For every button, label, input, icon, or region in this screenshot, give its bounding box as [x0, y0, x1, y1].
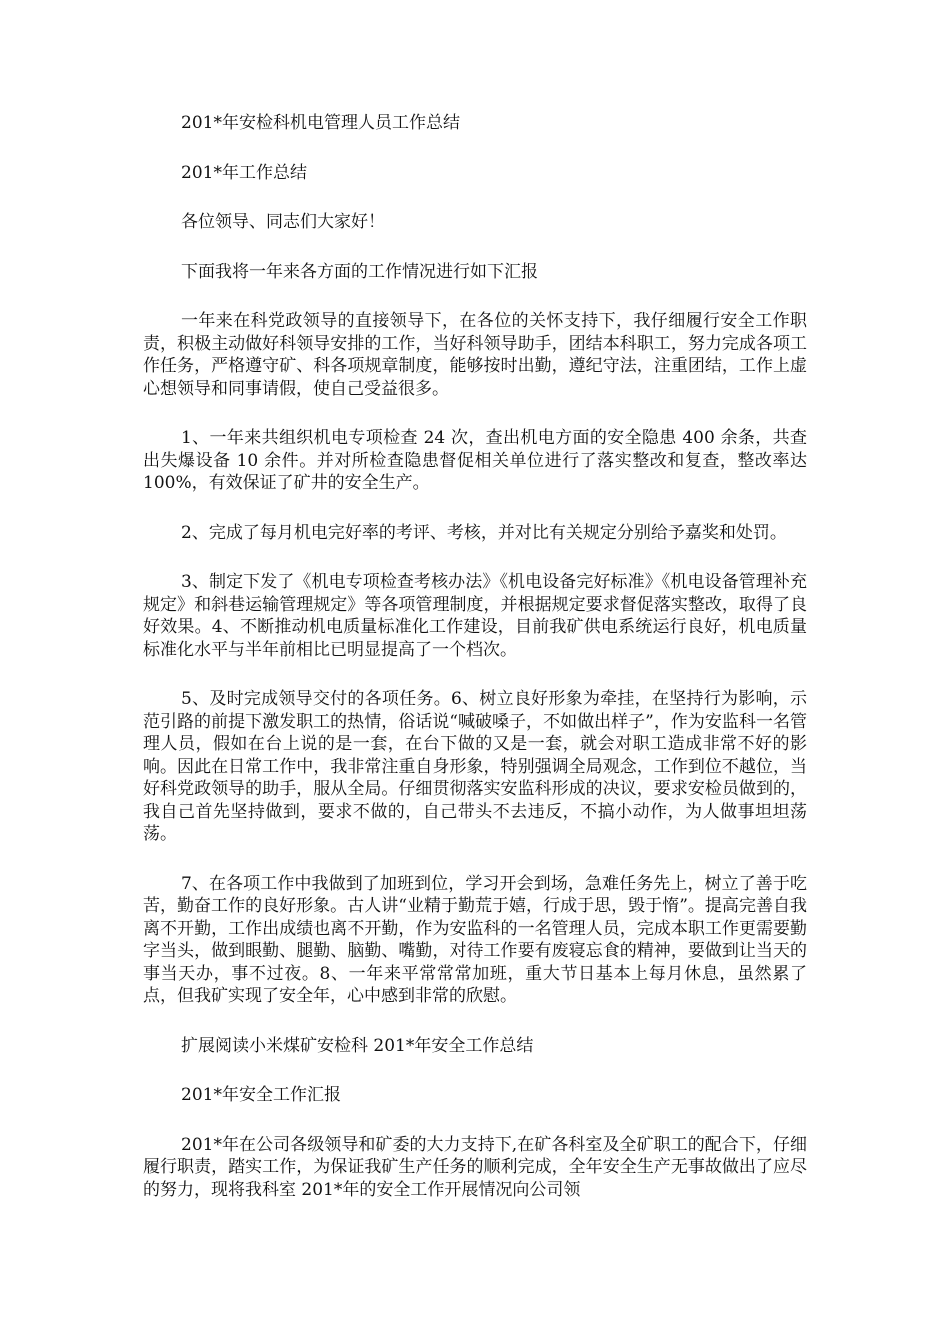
paragraph-item-7-8: 7、在各项工作中我做到了加班到位，学习开会到场，急难任务先上，树立了善于吃苦，勤奋工作的良好形象。古人讲“业精于勤荒于嬉，行成于思，毁于惰”。提高完善自我离不开勤，工作出成绩也离不开勤，作为安监科的一名管理人员，完成本职工作更需要勤字当头，做到眼勤、腿勤、脑勤、嘴勤，对待工作要有废寝忘食的精神，要做到让当天的事当天办，事不过夜。8、一年来平常常常加班，重大节日基本上每月休息，虽然累了点，但我矿实现了安全年，心中感到非常的欣慰。: [143, 873, 807, 1006]
paragraph-item-1: 1、一年来共组织机电专项检查 24 次，查出机电方面的安全隐患 400 余条，共查出失爆设备 10 余件。并对所检查隐患督促相关单位进行了落实整改和复查，整改率达 100%，有效保证了矿井的安全生产。: [143, 428, 807, 493]
document-subtitle: 201*年工作总结: [181, 162, 307, 183]
extended-reading-subtitle: 201*年安全工作汇报: [181, 1085, 341, 1105]
greeting: 各位领导、同志们大家好！: [181, 212, 385, 232]
extended-reading-title: 扩展阅读小米煤矿安检科 201*年安全工作总结: [181, 1035, 534, 1056]
extended-reading-paragraph: 201*年在公司各级领导和矿委的大力支持下,在矿各科室及全矿职工的配合下，仔细履行职责，踏实工作，为保证我矿生产任务的顺利完成，全年安全生产无事故做出了应尽的努力，现将我科室 201*年的安全工作开展情况向公司领: [143, 1134, 807, 1200]
paragraph-item-5-6: 5、及时完成领导交付的各项任务。6、树立良好形象为牵挂，在坚持行为影响，示范引路的前提下激发职工的热情，俗话说“喊破嗓子，不如做出样子”，作为安监科一名管理人员，假如在台上说的是一套，在台下做的又是一套，就会对职工造成非常不好的影响。因此在日常工作中，我非常注重自身形象，特别强调全局观念，工作到位不越位，当好科党政领导的助手，服从全局。仔细贯彻落实安监科形成的决议，要求安检员做到的，我自己首先坚持做到，要求不做的，自己带头不去违反，不搞小动作，为人做事坦坦荡荡。: [143, 689, 807, 844]
document-title: 201*年安检科机电管理人员工作总结: [181, 113, 460, 133]
document-body: [143, 112, 807, 1201]
paragraph-item-3-4: 3、制定下发了《机电专项检查考核办法》《机电设备完好标准》《机电设备管理补充规定》和斜巷运输管理规定》等各项管理制度，并根据规定要求督促落实整改，取得了良好效果。4、不断推动机电质量标准化工作建设，目前我矿供电系统运行良好，机电质量标准化水平与半年前相比已明显提高了一个档次。: [143, 572, 807, 660]
intro-line: 下面我将一年来各方面的工作情况进行如下汇报: [181, 261, 538, 282]
paragraph-item-2: 2、完成了每月机电完好率的考评、考核，并对比有关规定分别给予嘉奖和处罚。: [181, 522, 787, 543]
paragraph-overview: 一年来在科党政领导的直接领导下，在各位的关怀支持下，我仔细履行安全工作职责，积极主动做好科领导安排的工作，当好科领导助手，团结本科职工，努力完成各项工作任务，严格遵守矿、科各项规章制度，能够按时出勤，遵纪守法，注重团结，工作上虚心想领导和同事请假，使自己受益很多。: [143, 311, 807, 399]
